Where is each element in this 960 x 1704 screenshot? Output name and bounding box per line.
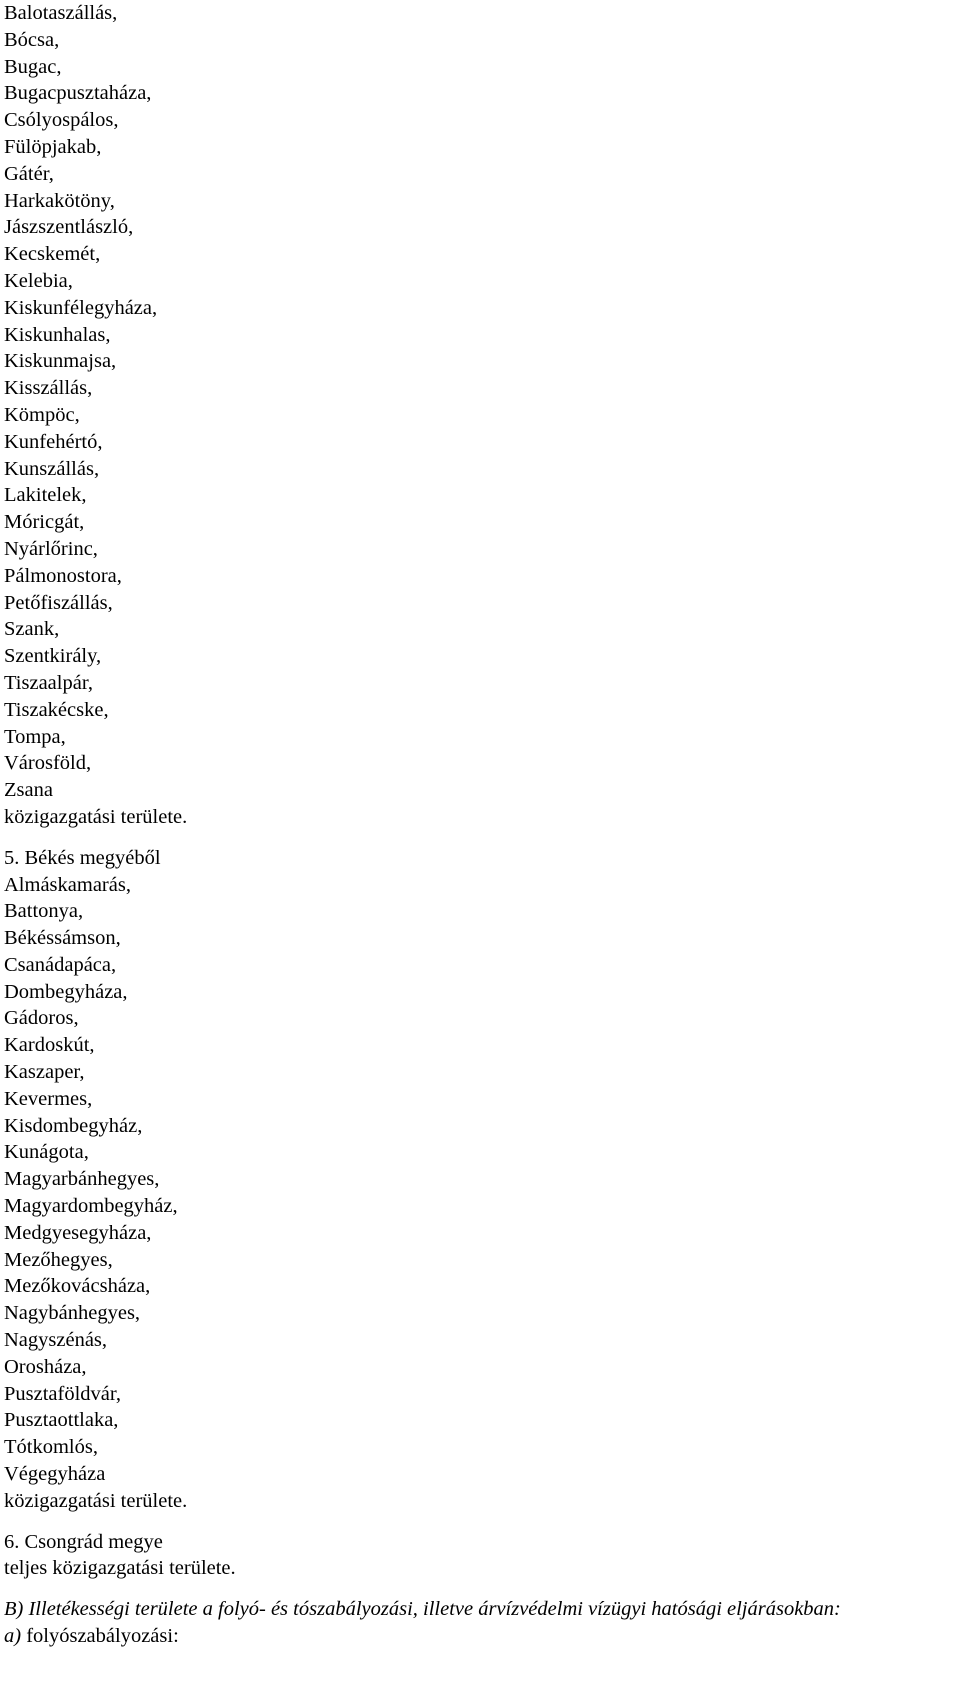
place-name: Dombegyháza, — [4, 980, 128, 1003]
section-b-subitem — [4, 1623, 954, 1650]
place-name: Nyárlőrinc, — [4, 537, 98, 560]
section-6-heading: 6. Csongrád megye — [4, 1530, 163, 1553]
section-b-sub-text: folyószabályozási: — [21, 1625, 179, 1648]
place-name: Mezőkovácsháza, — [4, 1275, 151, 1298]
place-name: Kunágota, — [4, 1141, 89, 1164]
place-name: Zsana — [4, 779, 53, 802]
place-name: Fülöpjakab, — [4, 135, 102, 158]
place-name: Orosháza, — [4, 1355, 87, 1378]
place-name: Lakitelek, — [4, 484, 87, 507]
place-name: Kunfehértó, — [4, 430, 103, 453]
place-name: Móricgát, — [4, 511, 85, 534]
place-name: Almáskamarás, — [4, 873, 131, 896]
section-b-sub-label: a) — [4, 1625, 22, 1648]
place-name: Végegyháza — [4, 1463, 106, 1486]
place-name: Tompa, — [4, 725, 66, 748]
place-name: Magyardombegyház, — [4, 1195, 178, 1218]
place-name: Pusztaföldvár, — [4, 1382, 122, 1405]
place-name: Kömpöc, — [4, 403, 80, 426]
section-b-heading: B) Illetékességi területe a folyó- és tószabályozási, illetve árvízvédelmi vízügyi hatósági eljárásokban: — [4, 1598, 841, 1621]
place-name: Pusztaottlaka, — [4, 1409, 119, 1432]
place-name: Csanádapáca, — [4, 953, 117, 976]
place-name: Szank, — [4, 618, 60, 641]
place-name: Csólyospálos, — [4, 109, 119, 132]
place-name: Tiszakécske, — [4, 698, 109, 721]
place-name: Balotaszállás, — [4, 2, 118, 24]
place-name: Battonya, — [4, 900, 84, 923]
place-name: Kecskemét, — [4, 243, 101, 266]
place-name: Tiszaalpár, — [4, 671, 93, 694]
place-name: Medgyesegyháza, — [4, 1221, 152, 1244]
section-5-closing: közigazgatási területe. — [4, 1489, 188, 1512]
place-name: Kardoskút, — [4, 1034, 95, 1057]
place-name: Harkakötöny, — [4, 189, 115, 212]
place-name: Szentkirály, — [4, 645, 102, 668]
place-name: Kisdombegyház, — [4, 1114, 143, 1137]
section-6-closing: teljes közigazgatási területe. — [4, 1557, 236, 1580]
place-name: Pálmonostora, — [4, 564, 122, 587]
place-name: Kiskunfélegyháza, — [4, 296, 158, 319]
place-name: Tótkomlós, — [4, 1436, 98, 1459]
place-name: Kiskunhalas, — [4, 323, 111, 346]
document-page — [4, 0, 954, 1650]
section-5-place-list — [4, 872, 954, 1488]
place-name: Nagybánhegyes, — [4, 1302, 141, 1325]
place-name: Nagyszénás, — [4, 1329, 108, 1352]
place-name: Kisszállás, — [4, 377, 93, 400]
place-name: Gátér, — [4, 162, 54, 185]
place-name: Városföld, — [4, 752, 92, 775]
section-4-closing: közigazgatási területe. — [4, 805, 188, 828]
place-name: Bócsa, — [4, 28, 60, 51]
place-name: Kiskunmajsa, — [4, 350, 117, 373]
place-name: Mezőhegyes, — [4, 1248, 113, 1271]
place-name: Békéssámson, — [4, 927, 121, 950]
place-name: Kelebia, — [4, 269, 73, 292]
place-name: Kaszaper, — [4, 1061, 85, 1084]
place-name: Jászszentlászló, — [4, 216, 134, 239]
place-name: Gádoros, — [4, 1007, 79, 1030]
place-name: Magyarbánhegyes, — [4, 1168, 160, 1191]
place-name: Bugacpusztaháza, — [4, 82, 152, 105]
place-name: Kevermes, — [4, 1087, 93, 1110]
place-name: Kunszállás, — [4, 457, 100, 480]
section-4-place-list — [4, 0, 954, 804]
section-5-heading: 5. Békés megyéből — [4, 846, 161, 869]
place-name: Bugac, — [4, 55, 62, 78]
place-name: Petőfiszállás, — [4, 591, 113, 614]
